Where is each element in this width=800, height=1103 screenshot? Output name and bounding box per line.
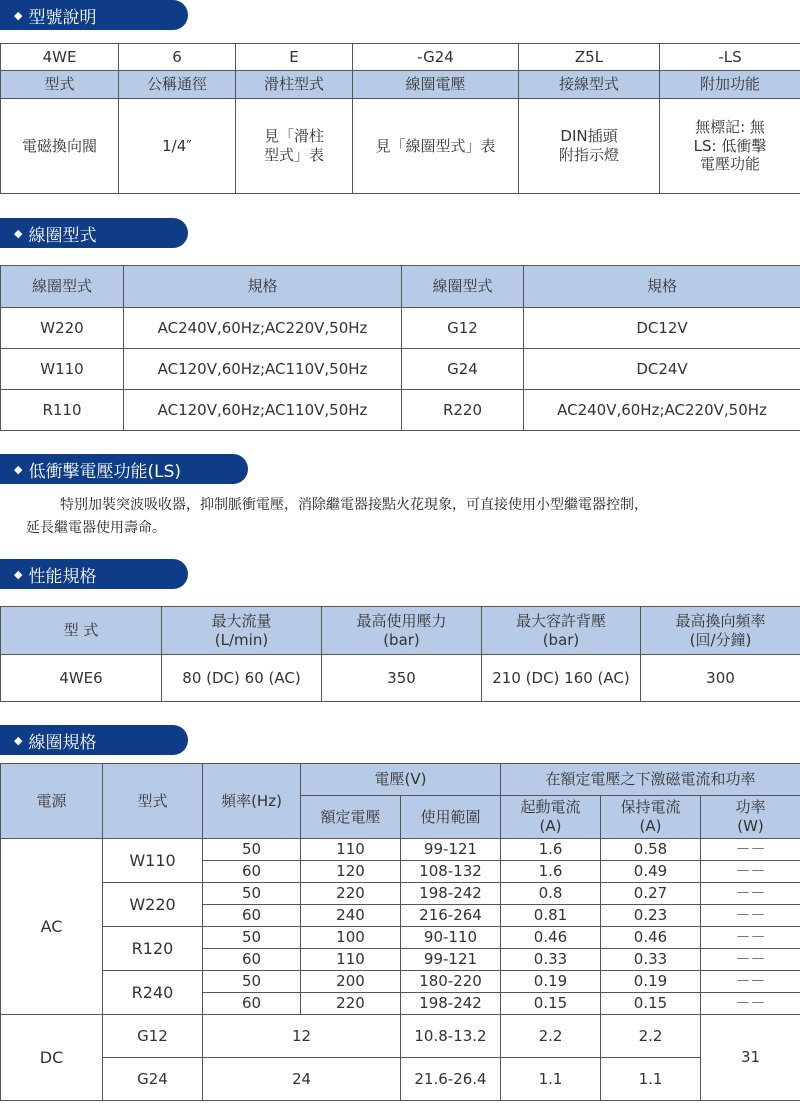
table-row (1, 390, 800, 431)
cell: 80 (DC) 60 (AC) (162, 655, 322, 702)
coil-type-header-row (1, 266, 800, 308)
label-cell: 公稱通徑 (119, 71, 236, 99)
coil-spec-table (0, 763, 800, 1101)
cell: 50 (203, 971, 301, 993)
cell: 60 (203, 993, 301, 1015)
cell: 2.2 (501, 1015, 601, 1058)
cell: 198-242 (401, 883, 501, 905)
code-cell: 4WE (1, 44, 119, 71)
cell: 2.2 (601, 1015, 701, 1058)
section-header-coil-type (0, 218, 188, 248)
cell: －－ (701, 971, 800, 993)
cell: G24 (103, 1058, 203, 1101)
value-cell (119, 99, 236, 194)
cell: －－ (701, 927, 800, 949)
section-header-perf (0, 559, 188, 589)
value-line: LS: 低衝擊 (693, 136, 767, 155)
value-line: 附指示燈 (558, 146, 619, 164)
cell: 0.27 (601, 883, 701, 905)
table-row (1, 349, 800, 390)
cell: 0.19 (601, 971, 701, 993)
paragraph-line: 延長繼電器使用壽命。 (26, 520, 166, 536)
header-line: 最大流量 (211, 611, 272, 630)
coil-type-cell: R240 (103, 971, 203, 1015)
cell: 0.81 (501, 905, 601, 927)
cell: 220 (301, 993, 401, 1015)
cell: 0.33 (501, 949, 601, 971)
value-cell (1, 99, 119, 194)
cell: 216-264 (401, 905, 501, 927)
cell: 300 (641, 655, 800, 702)
header-line: 最大容許背壓 (515, 611, 606, 630)
header-line: 保持電流 (620, 798, 681, 817)
section-title: 性能規格 (28, 566, 97, 587)
cell: 4WE6 (1, 655, 162, 702)
cell: 0.49 (601, 861, 701, 883)
header-cell (1, 607, 162, 655)
label-cell: 接線型式 (519, 71, 660, 99)
label-cell: 型式 (1, 71, 119, 99)
section-header-ls (0, 454, 248, 484)
cell: 1.6 (501, 839, 601, 861)
value-line: 電磁換向閥 (21, 136, 97, 155)
table-row (1, 1058, 800, 1101)
cell: 110 (301, 949, 401, 971)
coil-type-cell: R120 (103, 927, 203, 971)
cell: 0.15 (601, 993, 701, 1015)
header-power: 電源 (1, 764, 103, 839)
cell: 1.6 (501, 861, 601, 883)
header-current: 在額定電壓之下激磁電流和功率 (501, 764, 800, 796)
diamond-icon: ◆ (14, 226, 23, 240)
header-rated-voltage: 額定電壓 (301, 796, 401, 839)
cell: G12 (402, 308, 524, 349)
value-cell (353, 99, 519, 194)
cell: 60 (203, 861, 301, 883)
value-line: 電壓功能 (699, 155, 760, 174)
table-row (1, 655, 800, 702)
header-cell: 線圈型式 (402, 266, 524, 308)
header-line: 最高換向頻率 (675, 611, 766, 630)
cell: AC240V,60Hz;AC220V,50Hz (524, 390, 800, 431)
cell: W110 (1, 349, 124, 390)
header-cell: 線圈型式 (1, 266, 124, 308)
cell: 50 (203, 839, 301, 861)
diamond-icon: ◆ (14, 567, 23, 581)
label-cell: 附加功能 (660, 71, 800, 99)
cell: 180-220 (401, 971, 501, 993)
header-freq: 頻率(Hz) (203, 764, 301, 839)
value-line: 無標記: 無 (695, 117, 765, 136)
value-line: 見「線圈型式」表 (375, 136, 496, 155)
header-start-current (501, 796, 601, 839)
header-range: 使用範圍 (401, 796, 501, 839)
cell: －－ (701, 949, 800, 971)
header-line: (L/min) (214, 630, 269, 649)
cell: 100 (301, 927, 401, 949)
cell: 1.1 (601, 1058, 701, 1101)
code-cell: -G24 (353, 44, 519, 71)
table-row (1, 971, 800, 993)
header-cell (162, 607, 322, 655)
cell: 0.33 (601, 949, 701, 971)
cell: 0.15 (501, 993, 601, 1015)
cell: AC120V,60Hz;AC110V,50Hz (124, 349, 402, 390)
code-cell: Z5L (519, 44, 660, 71)
model-table (0, 43, 800, 194)
cell: 210 (DC) 160 (AC) (482, 655, 641, 702)
cell: DC12V (524, 308, 800, 349)
table-row (1, 1015, 800, 1058)
cell: 198-242 (401, 993, 501, 1015)
model-code-row (1, 44, 800, 71)
coil-type-cell: W220 (103, 883, 203, 927)
perf-header-row (1, 607, 800, 655)
spec-header-row-1 (1, 764, 800, 796)
header-cell: 規格 (524, 266, 800, 308)
section-title: 型號說明 (28, 7, 97, 28)
cell: 0.23 (601, 905, 701, 927)
cell: 50 (203, 927, 301, 949)
cell: 1.1 (501, 1058, 601, 1101)
header-cell: 規格 (124, 266, 402, 308)
table-row (1, 308, 800, 349)
model-value-row (1, 99, 800, 194)
section-title: 線圈規格 (28, 732, 97, 753)
header-line: 功率 (735, 798, 766, 817)
header-line: (回/分鐘) (689, 630, 752, 649)
cell: －－ (701, 883, 800, 905)
value-line: 見「滑柱 (263, 127, 324, 146)
value-cell (519, 99, 660, 194)
paragraph-line: 特別加裝突波吸收器，抑制脈衝電壓，消除繼電器接點火花現象，可直接使用小型繼電器控制， (60, 497, 648, 513)
dc-label: DC (1, 1015, 103, 1101)
value-cell (236, 99, 353, 194)
table-row (1, 927, 800, 949)
cell: 60 (203, 905, 301, 927)
header-power-w (701, 796, 800, 839)
cell: 120 (301, 861, 401, 883)
cell: 240 (301, 905, 401, 927)
value-cell (660, 99, 800, 194)
value-line: DIN插頭 (560, 127, 618, 146)
cell: 0.46 (601, 927, 701, 949)
section-title: 低衝擊電壓功能(LS) (28, 461, 181, 482)
header-cell (482, 607, 641, 655)
diamond-icon: ◆ (14, 8, 23, 22)
table-row (1, 839, 800, 861)
diamond-icon: ◆ (14, 462, 23, 476)
table-row (1, 883, 800, 905)
code-cell: E (236, 44, 353, 71)
model-label-row (1, 71, 800, 99)
cell: 200 (301, 971, 401, 993)
header-line: (A) (639, 817, 662, 835)
header-line: 最高使用壓力 (356, 611, 447, 630)
cell: G12 (103, 1015, 203, 1058)
cell: 0.8 (501, 883, 601, 905)
cell: 0.19 (501, 971, 601, 993)
cell: －－ (701, 861, 800, 883)
label-cell: 滑柱型式 (236, 71, 353, 99)
cell: 90-110 (401, 927, 501, 949)
value-line: 型式」表 (263, 146, 324, 164)
header-line: (bar) (383, 630, 420, 649)
cell: 50 (203, 883, 301, 905)
coil-type-cell: W110 (103, 839, 203, 883)
cell: R220 (402, 390, 524, 431)
cell: 0.58 (601, 839, 701, 861)
cell: AC240V,60Hz;AC220V,50Hz (124, 308, 402, 349)
cell: －－ (701, 993, 800, 1015)
header-cell (641, 607, 800, 655)
section-header-model (0, 0, 188, 30)
cell: 21.6-26.4 (401, 1058, 501, 1101)
cell: 24 (203, 1058, 401, 1101)
cell: G24 (402, 349, 524, 390)
cell: 0.46 (501, 927, 601, 949)
cell: AC120V,60Hz;AC110V,50Hz (124, 390, 402, 431)
cell: R110 (1, 390, 124, 431)
header-line: (A) (539, 817, 562, 835)
cell: 10.8-13.2 (401, 1015, 501, 1058)
cell: －－ (701, 839, 800, 861)
header-type: 型式 (103, 764, 203, 839)
section-title: 線圈型式 (28, 225, 97, 246)
cell: 60 (203, 949, 301, 971)
cell: 108-132 (401, 861, 501, 883)
perf-table (0, 606, 800, 702)
cell: 99-121 (401, 839, 501, 861)
cell: 110 (301, 839, 401, 861)
header-cell (322, 607, 482, 655)
diamond-icon: ◆ (14, 733, 23, 747)
coil-type-table (0, 265, 800, 431)
ls-description (26, 494, 786, 540)
header-line: 型 式 (63, 621, 99, 640)
cell: －－ (701, 905, 800, 927)
header-voltage: 電壓(V) (301, 764, 501, 796)
cell: DC24V (524, 349, 800, 390)
ac-label: AC (1, 839, 103, 1015)
cell: 99-121 (401, 949, 501, 971)
section-header-coil-spec (0, 725, 188, 755)
cell: 220 (301, 883, 401, 905)
label-cell: 線圈電壓 (353, 71, 519, 99)
cell: 350 (322, 655, 482, 702)
header-line: (W) (737, 817, 764, 835)
header-line: 起動電流 (520, 798, 581, 817)
code-cell: 6 (119, 44, 236, 71)
value-line: 1/4″ (162, 136, 192, 155)
cell: W220 (1, 308, 124, 349)
dc-watt: 31 (701, 1015, 800, 1101)
header-hold-current (601, 796, 701, 839)
header-line: (bar) (542, 630, 580, 649)
cell: 12 (203, 1015, 401, 1058)
code-cell: -LS (660, 44, 800, 71)
